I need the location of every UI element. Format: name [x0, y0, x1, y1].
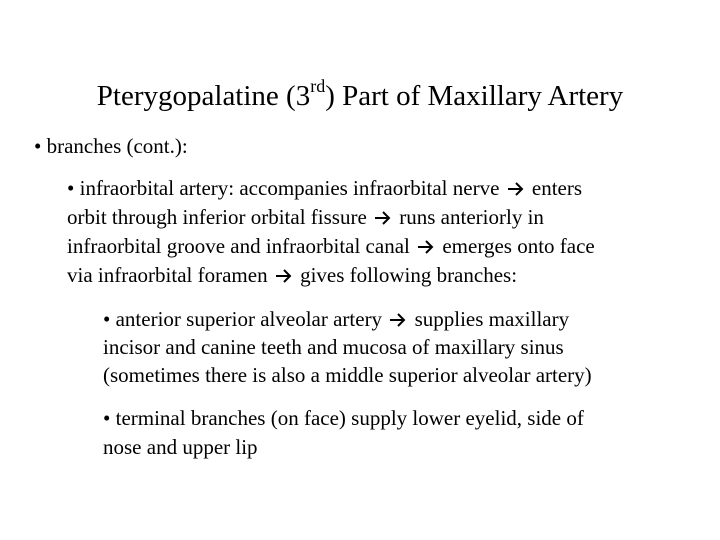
- bullet-symbol: •: [103, 307, 111, 331]
- text-segment: runs anteriorly in: [399, 205, 544, 229]
- bullet-symbol: •: [67, 176, 75, 200]
- text-line: [67, 232, 595, 261]
- text-segment: infraorbital artery: accompanies infraorbital nerve: [79, 176, 500, 200]
- text-segment: anterior superior alveolar artery: [115, 307, 383, 331]
- title-text-end: ) Part of Maxillary Artery: [325, 80, 624, 112]
- arrow-right-icon: [273, 261, 295, 290]
- text-line: [67, 174, 595, 203]
- text-segment: enters: [531, 176, 583, 200]
- bullet-text: branches (cont.):: [46, 134, 188, 158]
- title-superscript: rd: [310, 76, 326, 97]
- text-segment: infraorbital groove and infraorbital canal: [67, 234, 410, 258]
- text-line: (sometimes there is also a middle superior alveolar artery): [103, 363, 592, 387]
- arrow-right-icon: [415, 232, 437, 261]
- text-line: [67, 261, 595, 290]
- arrow-right-icon: [387, 305, 409, 333]
- title-text-start: Pterygopalatine (3: [96, 80, 311, 112]
- text-line: nose and upper lip: [103, 435, 258, 459]
- text-line: [103, 305, 592, 333]
- text-line: incisor and canine teeth and mucosa of maxillary sinus: [103, 335, 564, 359]
- text-line: [103, 404, 584, 433]
- text-segment: via infraorbital foramen: [67, 263, 268, 287]
- text-segment: gives following branches:: [300, 263, 518, 287]
- arrow-right-icon: [505, 174, 527, 203]
- slide-title: [0, 78, 720, 114]
- text-line: [67, 203, 595, 232]
- bullet-anterior-superior-alveolar: [103, 305, 592, 389]
- bullet-branches: [34, 133, 188, 159]
- bullet-infraorbital-artery: [67, 174, 595, 290]
- text-segment: terminal branches (on face) supply lower eyelid, side of: [115, 406, 584, 430]
- bullet-symbol: •: [103, 406, 111, 430]
- bullet-terminal-branches: [103, 404, 584, 462]
- arrow-right-icon: [372, 203, 394, 232]
- text-segment: emerges onto face: [442, 234, 595, 258]
- text-segment: orbit through inferior orbital fissure: [67, 205, 367, 229]
- text-segment: supplies maxillary: [414, 307, 570, 331]
- bullet-symbol: •: [34, 134, 42, 158]
